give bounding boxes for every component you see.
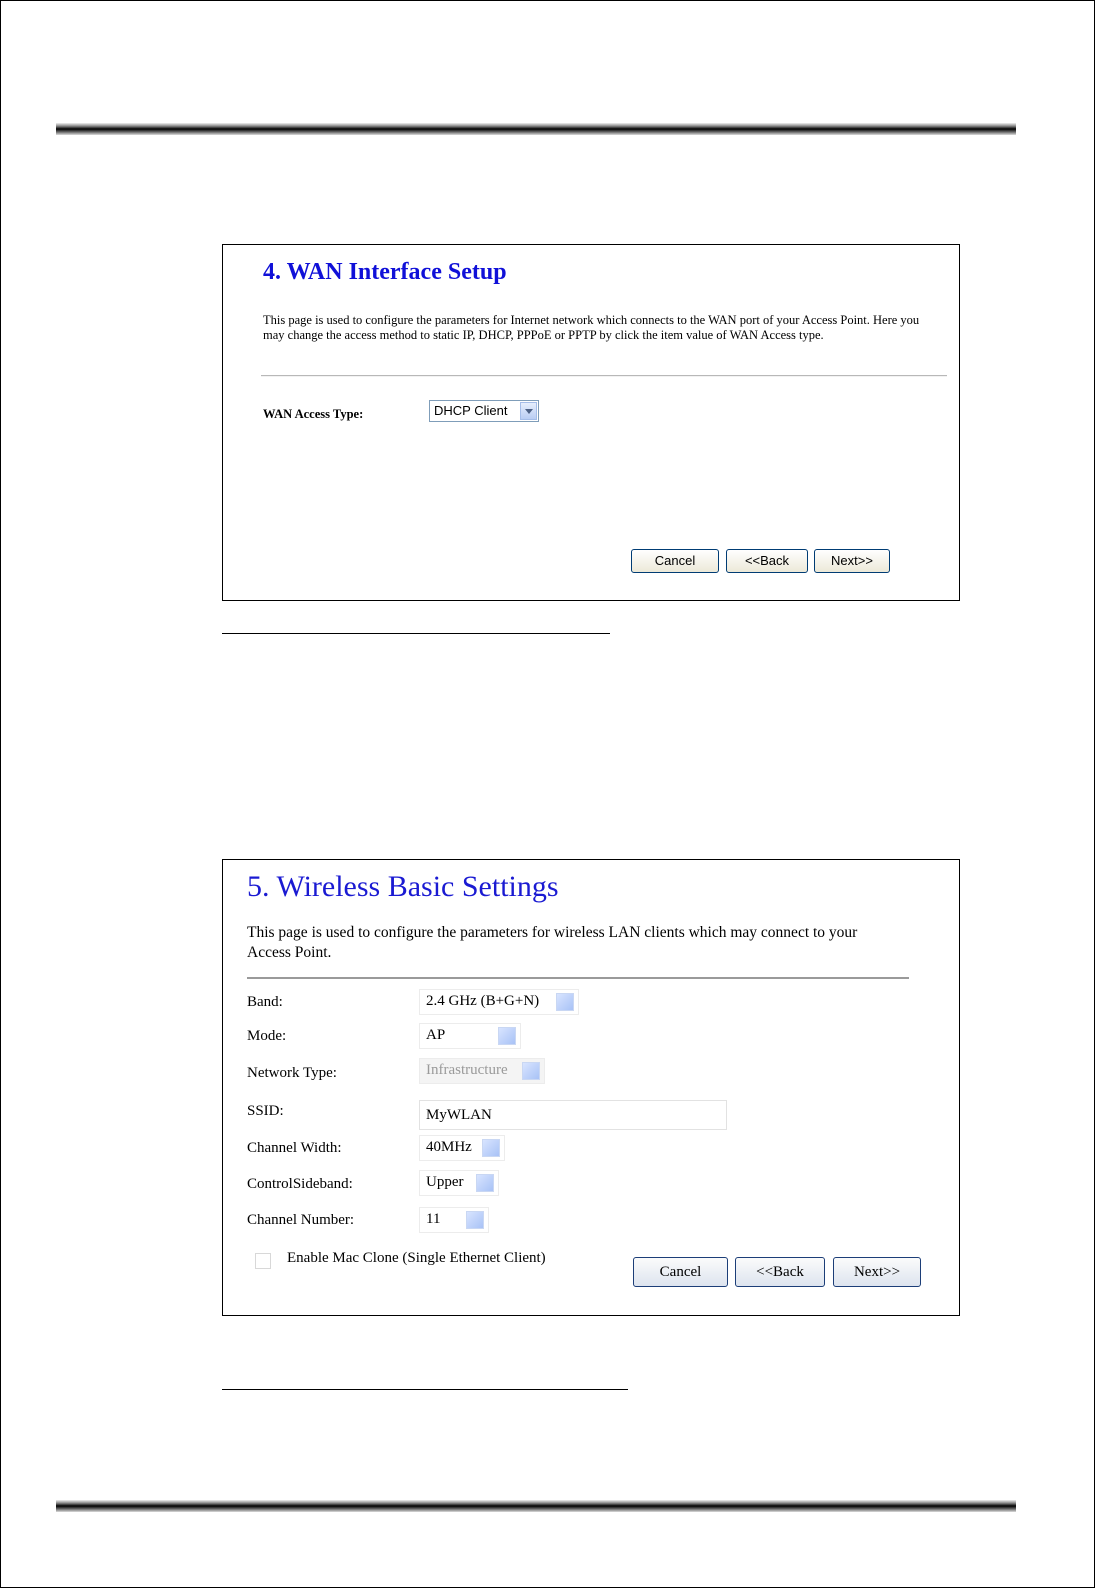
dropdown-arrow-icon[interactable] <box>476 1174 494 1192</box>
dropdown-arrow-icon[interactable] <box>556 993 574 1011</box>
wan-cancel-button[interactable]: Cancel <box>631 549 719 573</box>
control-sideband-value: Upper <box>426 1174 464 1190</box>
dropdown-arrow-icon[interactable] <box>466 1211 484 1229</box>
wireless-page-title: 5. Wireless Basic Settings <box>247 870 559 903</box>
ssid-input[interactable] <box>419 1100 727 1130</box>
mac-clone-checkbox[interactable] <box>255 1253 271 1269</box>
channel-number-select[interactable] <box>419 1207 489 1233</box>
wan-access-type-select[interactable] <box>429 400 539 422</box>
dropdown-arrow-icon <box>522 1062 540 1080</box>
caption-line-2 <box>222 1389 628 1390</box>
channel-number-label: Channel Number: <box>247 1212 355 1228</box>
wan-access-type-label: WAN Access Type: <box>263 407 364 421</box>
ssid-value: MyWLAN <box>426 1107 492 1123</box>
channel-width-value: 40MHz <box>426 1139 472 1155</box>
dropdown-arrow-icon[interactable] <box>498 1027 516 1045</box>
mac-clone-label: Enable Mac Clone (Single Ethernet Client) <box>287 1250 546 1266</box>
dropdown-arrow-icon[interactable] <box>482 1139 500 1157</box>
channel-width-label: Channel Width: <box>247 1140 342 1156</box>
wan-access-type-value: DHCP Client <box>434 403 508 418</box>
wireless-back-button[interactable]: <<Back <box>735 1257 825 1287</box>
network-type-select <box>419 1058 545 1084</box>
wireless-basic-settings-panel <box>222 859 960 1316</box>
band-label: Band: <box>247 994 283 1010</box>
mode-select[interactable] <box>419 1023 521 1049</box>
band-value: 2.4 GHz (B+G+N) <box>426 993 540 1009</box>
control-sideband-select[interactable] <box>419 1170 499 1196</box>
channel-width-select[interactable] <box>419 1135 505 1161</box>
wireless-next-button[interactable]: Next>> <box>833 1257 921 1287</box>
channel-number-value: 11 <box>426 1211 441 1227</box>
mode-label: Mode: <box>247 1028 287 1044</box>
band-select[interactable] <box>419 989 579 1015</box>
wan-page-title: 4. WAN Interface Setup <box>263 259 507 285</box>
header-rule <box>56 123 1016 135</box>
caption-line-1 <box>222 633 610 634</box>
ssid-label: SSID: <box>247 1103 284 1119</box>
wan-next-button[interactable]: Next>> <box>814 549 890 573</box>
footer-rule <box>56 1500 1016 1512</box>
network-type-value: Infrastructure <box>426 1062 508 1078</box>
network-type-label: Network Type: <box>247 1065 337 1081</box>
wan-interface-setup-panel <box>222 244 960 601</box>
wan-page-description: This page is used to configure the parameters for Internet network which connects to the WAN port of your Access Point. Here you may change the access method to static IP, DHCP, PPPoE or PPTP by click the item value of WAN Access type. <box>263 313 920 342</box>
wireless-cancel-button[interactable]: Cancel <box>633 1257 728 1287</box>
wireless-page-description: This page is used to configure the parameters for wireless LAN clients which may connect to your Access Point. <box>247 924 858 961</box>
wan-back-button[interactable]: <<Back <box>726 549 808 573</box>
wan-divider <box>261 375 947 377</box>
wireless-divider <box>247 977 909 979</box>
mode-value: AP <box>426 1027 446 1043</box>
chevron-down-icon[interactable] <box>520 402 537 420</box>
control-sideband-label: ControlSideband: <box>247 1176 353 1192</box>
